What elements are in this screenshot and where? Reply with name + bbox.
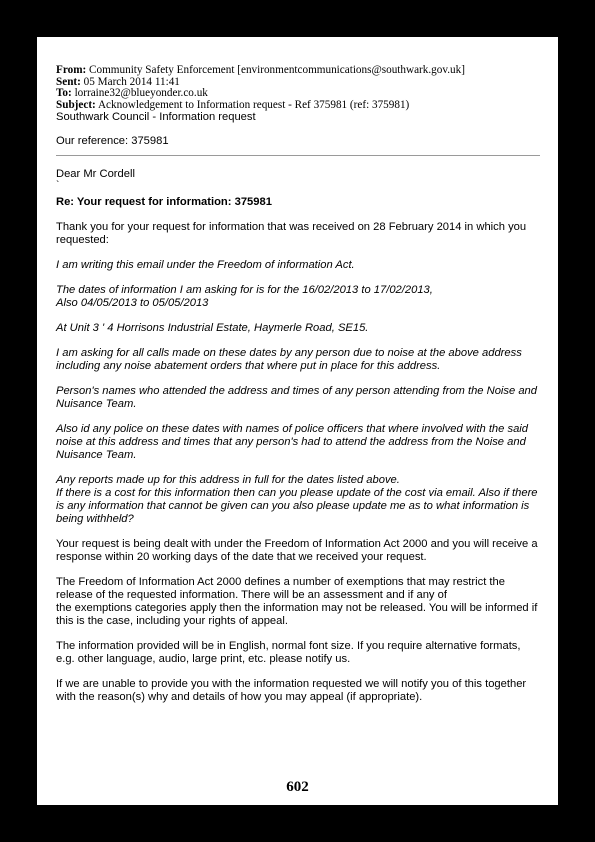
exemptions-line-2: release of the requested information. There will be an assessment and if any of [56, 589, 447, 602]
request-paragraph-7 [56, 474, 540, 526]
divider-rule [56, 155, 540, 156]
request-paragraph-6: Also id any police on these dates with names of police officers that where involved with the said noise at this address and times that any person's had to attend the address from the Noise and Nuisance Team. [56, 423, 528, 462]
body-paragraph-3: The information provided will be in English, normal font size. If you require alternative formats, e.g. other language, audio, large print, etc. please notify us. [56, 640, 521, 666]
intro-paragraph: Thank you for your request for information that was received on 28 February 2014 in which you requested: [56, 221, 527, 247]
to-label: To: [56, 87, 72, 100]
subject-line [56, 100, 540, 112]
reference-line: Our reference: 375981 [56, 135, 169, 148]
subject-value: Acknowledgement to Information request - Ref 375981 (ref: 375981) [97, 98, 410, 111]
email-content [56, 65, 540, 704]
request-reports-line: Any reports made up for this address in full for the dates listed above. [56, 474, 400, 487]
salutation: Dear Mr Cordell [56, 168, 135, 181]
request-dates-line-1: The dates of information I am asking for is for the 16/02/2013 to 17/02/2013, [56, 284, 433, 297]
org-line: Southwark Council - Information request [56, 111, 256, 124]
subject-label: Subject: [56, 98, 96, 111]
request-cost-line: If there is a cost for this information then can you please update of the cost via email. Also if there is any information that cannot be given can you also please update me as to what information is being withheld? [56, 487, 538, 526]
from-value: Community Safety Enforcement [environmentcommunications@southwark.gov.uk] [89, 64, 465, 76]
request-paragraph-4: I am asking for all calls made on these dates by any person due to noise at the above address including any noise abatement orders that where put in place for this address. [56, 347, 522, 373]
exemptions-line-1: The Freedom of Information Act 2000 defines a number of exemptions that may restrict the [56, 576, 505, 589]
to-value: lorraine32@blueyonder.co.uk [74, 87, 208, 100]
request-paragraph-1: I am writing this email under the Freedom of information Act. [56, 259, 355, 272]
sent-label: Sent: [56, 75, 81, 88]
email-header [56, 65, 540, 123]
from-label: From: [56, 64, 87, 76]
request-paragraph-2 [56, 284, 540, 310]
request-dates-line-2: Also 04/05/2013 to 05/05/2013 [56, 297, 209, 310]
request-paragraph-3: At Unit 3 ' 4 Horrisons Industrial Estate, Haymerle Road, SE15. [56, 322, 369, 335]
body-paragraph-1: Your request is being dealt with under the Freedom of Information Act 2000 and you will receive a response within 20 working days of the date that we received your request. [56, 538, 538, 564]
exemptions-line-3: the exemptions categories apply then the information may not be released. You will be informed if this is the case, including your rights of appeal. [56, 602, 538, 628]
body-paragraph-2 [56, 576, 540, 628]
page-number: 602 [286, 779, 309, 795]
stray-mark: ` [56, 180, 60, 192]
re-line: Re: Your request for information: 375981 [56, 196, 272, 209]
request-paragraph-5: Person's names who attended the address and times of any person attending from the Noise and Nuisance Team. [56, 385, 538, 411]
body-paragraph-4: If we are unable to provide you with the information requested we will notify you of this together with the reason(s) why and details of how you may appeal (if appropriate). [56, 678, 527, 704]
document-page [37, 37, 558, 805]
sent-value: 05 March 2014 11:41 [83, 75, 180, 88]
